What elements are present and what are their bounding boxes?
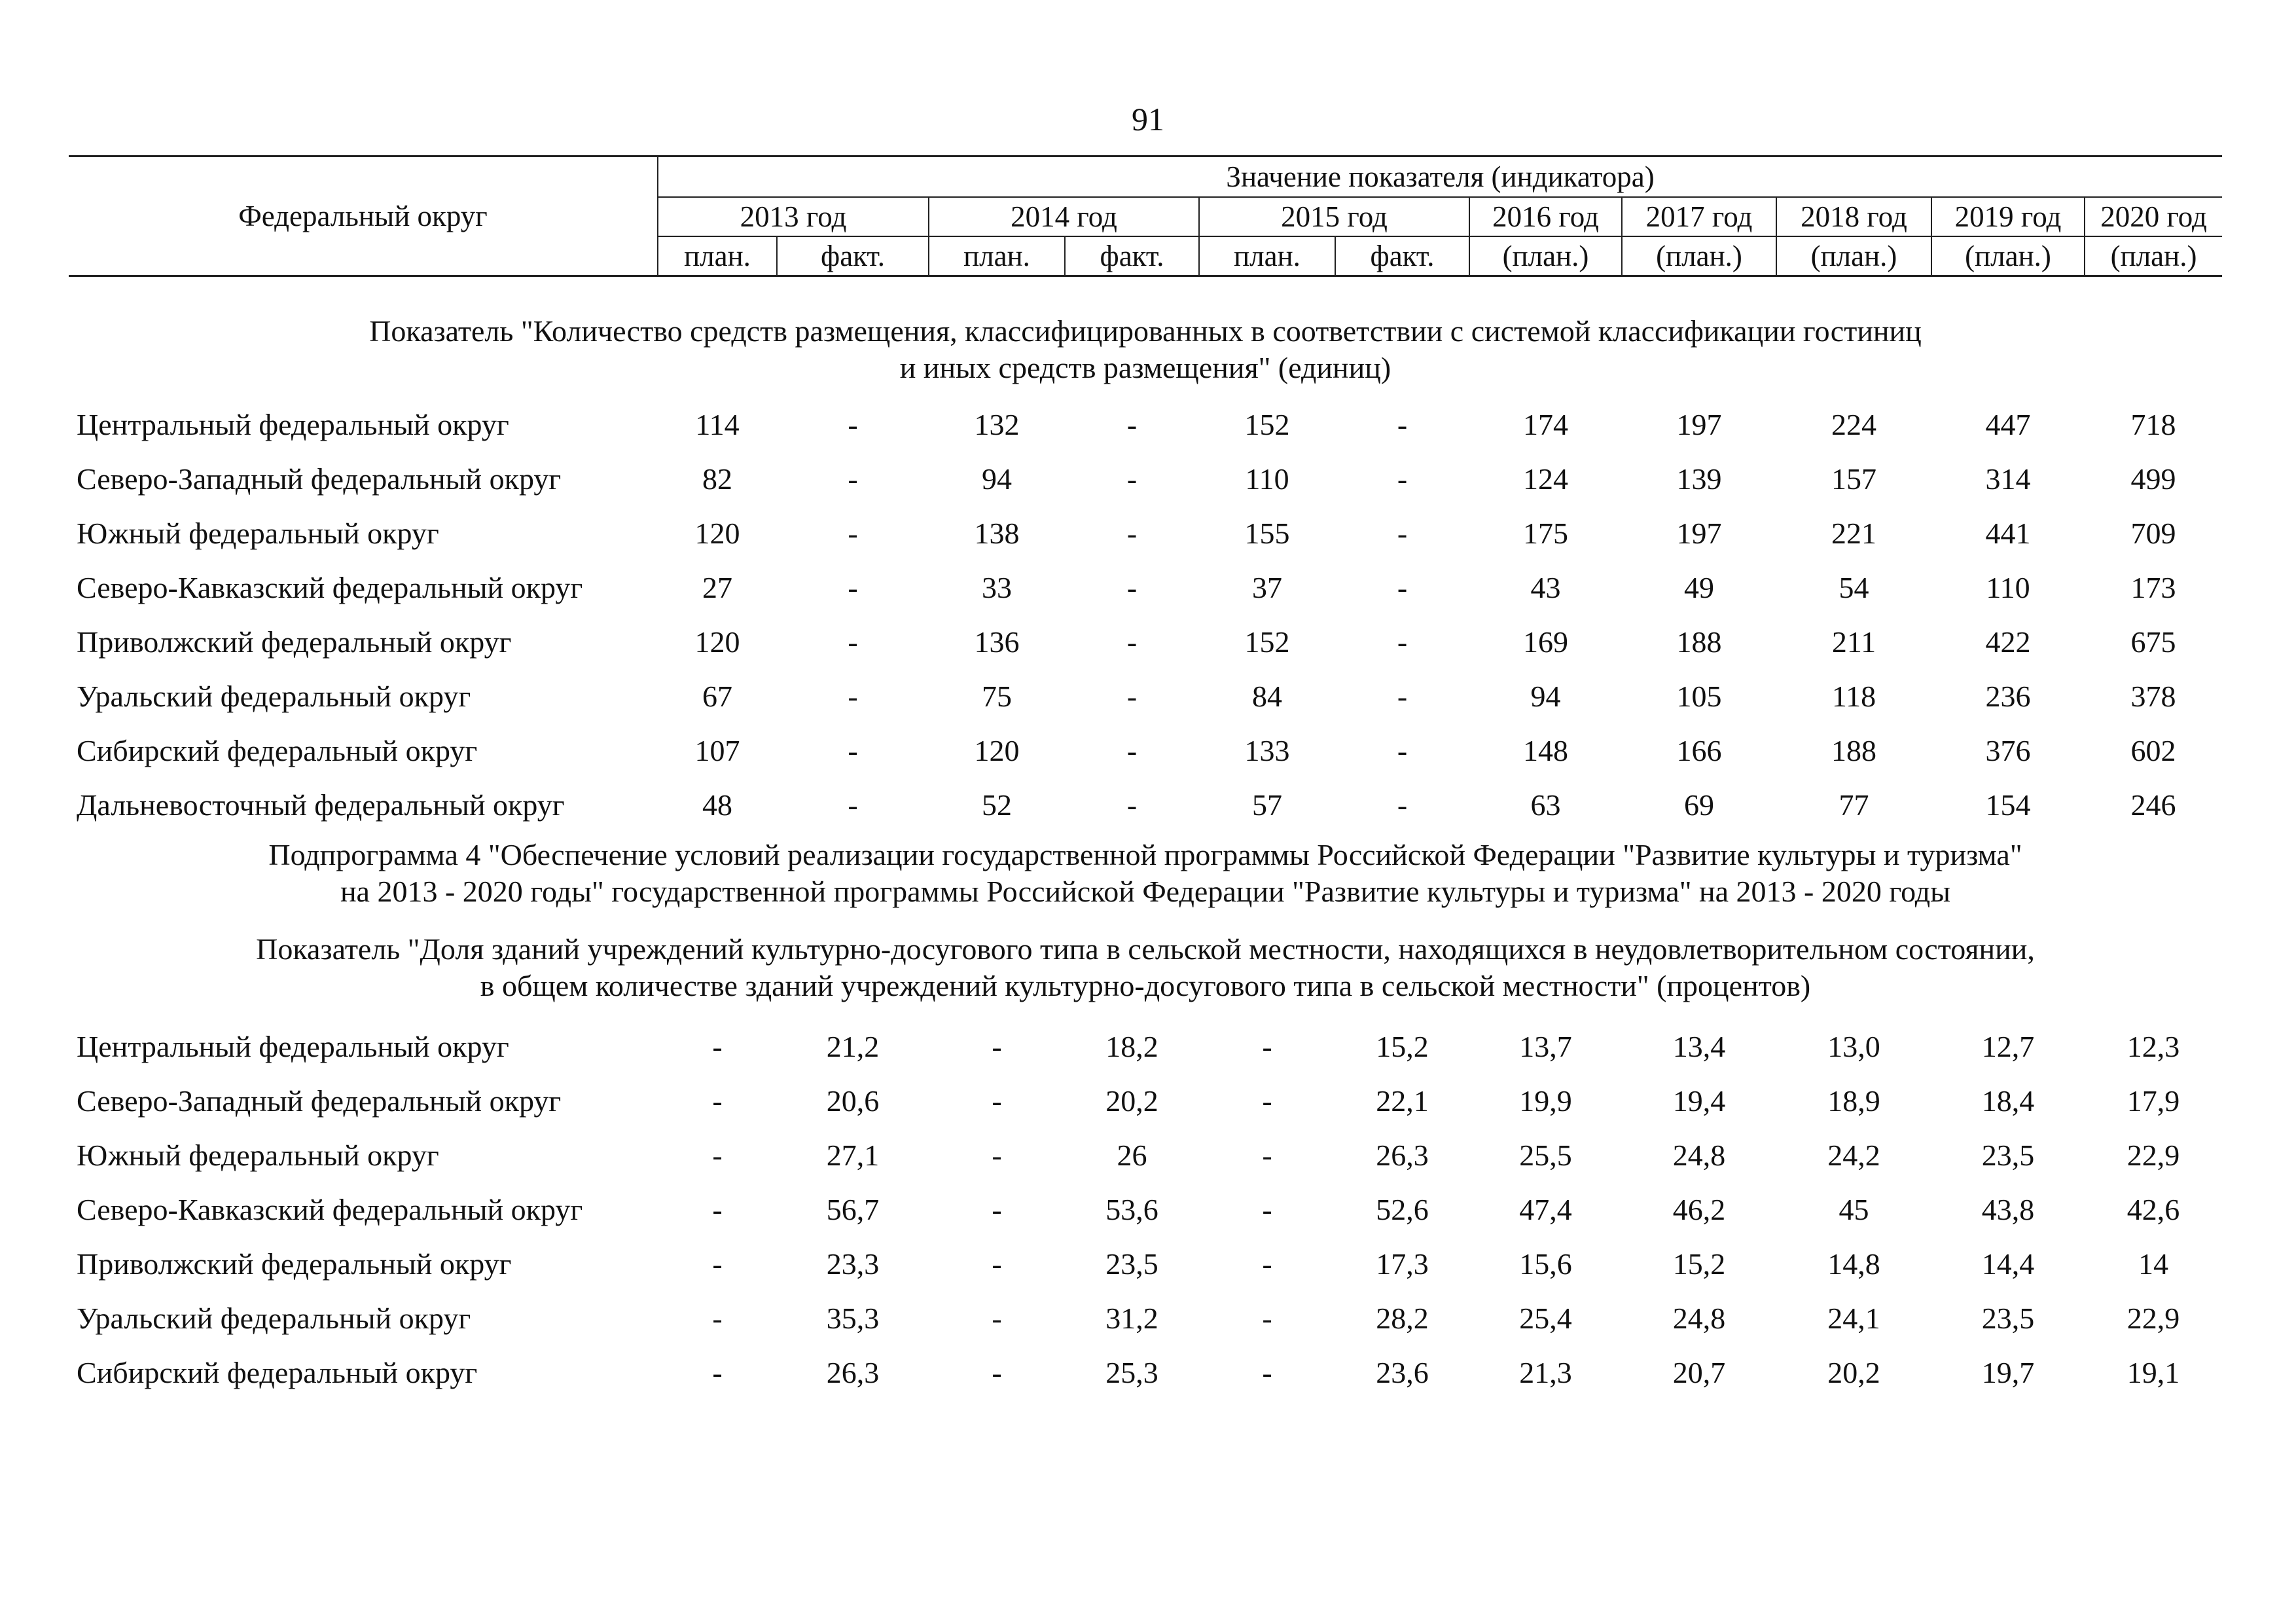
- region-name: Уральский федеральный округ: [77, 680, 471, 713]
- region-name: Центральный федеральный округ: [77, 408, 509, 441]
- value-cell: 67: [702, 680, 732, 713]
- value-cell: 54: [1839, 571, 1869, 604]
- value-cell: -: [1397, 517, 1408, 550]
- value-cell: -: [992, 1193, 1002, 1226]
- value-cell: -: [1262, 1356, 1272, 1389]
- value-cell: 56,7: [826, 1193, 880, 1226]
- value-cell: 24,1: [1827, 1302, 1880, 1335]
- value-cell: 246: [2130, 788, 2176, 822]
- value-cell: -: [848, 408, 858, 441]
- value-cell: 236: [1985, 680, 2031, 713]
- value-cell: -: [1262, 1030, 1272, 1063]
- value-cell: 17,9: [2126, 1084, 2180, 1118]
- indicator1-caption-line1: Показатель "Количество средств размещения, классифицированных в соответствии с системой классификации гостиниц: [369, 314, 1922, 348]
- value-cell: -: [1262, 1139, 1272, 1172]
- value-cell: 120: [694, 625, 740, 659]
- indicator2-table: [69, 1019, 2222, 1400]
- value-cell: 12,7: [1981, 1030, 2035, 1063]
- value-cell: 221: [1831, 517, 1876, 550]
- value-cell: 155: [1244, 517, 1290, 550]
- value-cell: 120: [974, 734, 1020, 767]
- table-row: [69, 560, 2222, 615]
- value-cell: 20,2: [1105, 1084, 1158, 1118]
- value-cell: 27,1: [826, 1139, 880, 1172]
- value-cell: 188: [1831, 734, 1876, 767]
- table-row: [69, 1345, 2222, 1400]
- fact-2014-header: факт.: [1065, 236, 1199, 276]
- table-row: [69, 669, 2222, 723]
- value-cell: -: [1262, 1084, 1272, 1118]
- value-cell: -: [1262, 1193, 1272, 1226]
- value-cell: 152: [1244, 408, 1290, 441]
- indicator2-caption: [69, 931, 2222, 1004]
- subprogram4-caption-line1: Подпрограмма 4 "Обеспечение условий реализации государственной программы Российской Федерации "Развитие культуры и туризма": [268, 838, 2022, 871]
- value-cell: -: [1397, 408, 1408, 441]
- value-cell: 175: [1523, 517, 1568, 550]
- value-cell: 139: [1676, 462, 1722, 496]
- table-row: [69, 1128, 2222, 1182]
- value-cell: -: [1397, 788, 1408, 822]
- value-cell: -: [1126, 734, 1138, 767]
- value-cell: 23,5: [1981, 1302, 2035, 1335]
- value-cell: 378: [2130, 680, 2176, 713]
- value-cell: 84: [1252, 680, 1282, 713]
- value-cell: 422: [1985, 625, 2031, 659]
- value-cell: 13,0: [1827, 1030, 1880, 1063]
- value-cell: -: [1397, 625, 1408, 659]
- value-cell: -: [992, 1030, 1002, 1063]
- value-cell: -: [1397, 734, 1408, 767]
- value-cell: 314: [1985, 462, 2031, 496]
- value-cell: 133: [1244, 734, 1290, 767]
- value-cell: 45: [1839, 1193, 1869, 1226]
- table-row: [69, 1182, 2222, 1237]
- value-cell: -: [712, 1084, 723, 1118]
- value-cell: 188: [1676, 625, 1722, 659]
- year-2020-header: 2020 год: [2085, 197, 2222, 236]
- value-cell: 43,8: [1981, 1193, 2035, 1226]
- value-cell: 35,3: [826, 1302, 880, 1335]
- value-cell: 24,8: [1672, 1139, 1726, 1172]
- value-cell: -: [848, 571, 858, 604]
- subprogram4-caption-line2: на 2013 - 2020 годы" государственной программы Российской Федерации "Развитие культуры и туризма" на 2013 - 2020 годы: [340, 875, 1951, 908]
- value-cell: 26,3: [1376, 1139, 1429, 1172]
- value-cell: 602: [2130, 734, 2176, 767]
- value-cell: 28,2: [1376, 1302, 1429, 1335]
- value-cell: 447: [1985, 408, 2031, 441]
- value-cell: -: [1262, 1247, 1272, 1281]
- value-cell: 105: [1676, 680, 1722, 713]
- value-cell: 138: [974, 517, 1020, 550]
- table-row: [69, 1237, 2222, 1291]
- value-cell: 197: [1676, 517, 1722, 550]
- value-cell: -: [1397, 680, 1408, 713]
- value-cell: 13,7: [1519, 1030, 1572, 1063]
- value-cell: 14,8: [1827, 1247, 1880, 1281]
- value-cell: 18,9: [1827, 1084, 1880, 1118]
- value-cell: 718: [2130, 408, 2176, 441]
- value-cell: -: [848, 734, 858, 767]
- indicator2-caption-line1: Показатель "Доля зданий учреждений культурно-досугового типа в сельской местности, находящихся в неудовлетворительном состоянии,: [256, 932, 2035, 966]
- value-cell: 14: [2138, 1247, 2168, 1281]
- region-name: Центральный федеральный округ: [77, 1030, 509, 1063]
- fact-2015-header: факт.: [1335, 236, 1469, 276]
- value-cell: -: [712, 1302, 723, 1335]
- value-cell: -: [992, 1084, 1002, 1118]
- value-cell: -: [1126, 571, 1138, 604]
- indicator1-caption: [69, 313, 2222, 386]
- value-cell: 21,3: [1519, 1356, 1572, 1389]
- value-cell: 173: [2130, 571, 2176, 604]
- page-number: 91: [1132, 101, 1164, 137]
- value-cell: 22,9: [2126, 1302, 2180, 1335]
- value-cell: 25,3: [1105, 1356, 1158, 1389]
- value-cell: 197: [1676, 408, 1722, 441]
- value-cell: 20,6: [826, 1084, 880, 1118]
- year-2015-header: 2015 год: [1199, 197, 1469, 236]
- value-cell: 53,6: [1105, 1193, 1158, 1226]
- value-cell: 13,4: [1672, 1030, 1726, 1063]
- plan-2013-header: план.: [658, 236, 777, 276]
- value-cell: 21,2: [826, 1030, 880, 1063]
- value-cell: 69: [1684, 788, 1714, 822]
- plan-2015-header: план.: [1199, 236, 1335, 276]
- value-cell: -: [848, 517, 858, 550]
- value-cell: -: [1126, 408, 1138, 441]
- value-cell: -: [1126, 625, 1138, 659]
- value-cell: 376: [1985, 734, 2031, 767]
- value-cell: 118: [1831, 680, 1876, 713]
- year-2016-header: 2016 год: [1469, 197, 1622, 236]
- value-cell: 75: [982, 680, 1012, 713]
- value-cell: 42,6: [2126, 1193, 2180, 1226]
- value-cell: 63: [1530, 788, 1561, 822]
- table-row: [69, 1291, 2222, 1345]
- region-name: Приволжский федеральный округ: [77, 1247, 512, 1281]
- value-cell: -: [1397, 462, 1408, 496]
- value-cell: 15,2: [1672, 1247, 1726, 1281]
- table-row: [69, 452, 2222, 506]
- value-cell: -: [848, 788, 858, 822]
- value-cell: 18,4: [1981, 1084, 2035, 1118]
- region-name: Южный федеральный округ: [77, 517, 439, 550]
- table-row: [69, 506, 2222, 560]
- value-cell: 14,4: [1981, 1247, 2035, 1281]
- value-cell: 23,5: [1981, 1139, 2035, 1172]
- plan-2018-header: (план.): [1776, 236, 1931, 276]
- value-cell: 17,3: [1376, 1247, 1429, 1281]
- region-name: Дальневосточный федеральный округ: [77, 788, 565, 822]
- value-cell: -: [712, 1356, 723, 1389]
- value-cell: -: [992, 1302, 1002, 1335]
- table-row: [69, 723, 2222, 778]
- region-name: Сибирский федеральный округ: [77, 734, 478, 767]
- value-cell: 43: [1530, 571, 1561, 604]
- value-cell: -: [712, 1139, 723, 1172]
- value-cell: -: [1126, 680, 1138, 713]
- value-cell: 25,4: [1519, 1302, 1572, 1335]
- value-cell: 23,6: [1376, 1356, 1429, 1389]
- plan-2014-header: план.: [929, 236, 1065, 276]
- region-name: Приволжский федеральный округ: [77, 625, 512, 659]
- value-cell: 114: [695, 408, 740, 441]
- value-cell: 47,4: [1519, 1193, 1572, 1226]
- region-name: Северо-Кавказский федеральный округ: [77, 571, 583, 604]
- value-cell: -: [712, 1247, 723, 1281]
- value-cell: 48: [702, 788, 732, 822]
- value-cell: 441: [1985, 517, 2031, 550]
- value-cell: 132: [974, 408, 1020, 441]
- value-cell: 27: [702, 571, 732, 604]
- value-cell: -: [712, 1030, 723, 1063]
- value-cell: 31,2: [1105, 1302, 1158, 1335]
- table-row: [69, 1074, 2222, 1128]
- table-row: [69, 397, 2222, 452]
- value-cell: -: [992, 1139, 1002, 1172]
- value-cell: 110: [1245, 462, 1289, 496]
- table-row: [69, 615, 2222, 669]
- value-cell: 33: [982, 571, 1012, 604]
- value-cell: -: [1126, 517, 1138, 550]
- value-cell: 26,3: [826, 1356, 880, 1389]
- value-cell: 12,3: [2126, 1030, 2180, 1063]
- plan-2020-header: (план.): [2085, 236, 2222, 276]
- value-cell: 174: [1523, 408, 1568, 441]
- value-cell: 148: [1523, 734, 1568, 767]
- value-cell: 94: [1530, 680, 1561, 713]
- year-2014-header: 2014 год: [929, 197, 1199, 236]
- plan-2019-header: (план.): [1931, 236, 2085, 276]
- value-cell: 52: [982, 788, 1012, 822]
- value-cell: 20,2: [1827, 1356, 1880, 1389]
- value-cell: 77: [1839, 788, 1869, 822]
- value-cell: 166: [1676, 734, 1722, 767]
- table-row: [69, 1019, 2222, 1074]
- value-cell: 20,7: [1672, 1356, 1726, 1389]
- value-cell: 25,5: [1519, 1139, 1572, 1172]
- value-cell: 499: [2130, 462, 2176, 496]
- year-2017-header: 2017 год: [1622, 197, 1776, 236]
- indicator1-caption-line2: и иных средств размещения" (единиц): [899, 351, 1391, 384]
- indicator-value-header: Значение показателя (индикатора): [658, 156, 2222, 198]
- year-2019-header: 2019 год: [1931, 197, 2085, 236]
- value-cell: -: [848, 462, 858, 496]
- value-cell: 136: [974, 625, 1020, 659]
- value-cell: 120: [694, 517, 740, 550]
- indicator2-caption-line2: в общем количестве зданий учреждений культурно-досугового типа в сельской местности" (процентов): [480, 969, 1811, 1002]
- subprogram4-caption: [69, 837, 2222, 910]
- table-row: [69, 778, 2222, 832]
- value-cell: 124: [1523, 462, 1568, 496]
- value-cell: 19,4: [1672, 1084, 1726, 1118]
- value-cell: 18,2: [1105, 1030, 1158, 1063]
- value-cell: 154: [1985, 788, 2031, 822]
- region-name: Сибирский федеральный округ: [77, 1356, 478, 1389]
- region-name: Южный федеральный округ: [77, 1139, 439, 1172]
- fact-2013-header: факт.: [777, 236, 929, 276]
- value-cell: 19,1: [2126, 1356, 2180, 1389]
- value-cell: -: [1126, 462, 1138, 496]
- value-cell: 19,7: [1981, 1356, 2035, 1389]
- value-cell: 22,1: [1376, 1084, 1429, 1118]
- value-cell: 107: [694, 734, 740, 767]
- value-cell: 37: [1252, 571, 1282, 604]
- value-cell: -: [1262, 1302, 1272, 1335]
- value-cell: 211: [1831, 625, 1876, 659]
- value-cell: 157: [1831, 462, 1876, 496]
- value-cell: 110: [1986, 571, 2030, 604]
- value-cell: -: [992, 1247, 1002, 1281]
- value-cell: 24,2: [1827, 1139, 1880, 1172]
- region-column-header: Федеральный округ: [69, 156, 658, 276]
- value-cell: 49: [1684, 571, 1714, 604]
- value-cell: 224: [1831, 408, 1876, 441]
- value-cell: 82: [702, 462, 732, 496]
- value-cell: -: [848, 680, 858, 713]
- value-cell: -: [1397, 571, 1408, 604]
- value-cell: 22,9: [2126, 1139, 2180, 1172]
- value-cell: 23,3: [826, 1247, 880, 1281]
- value-cell: 675: [2130, 625, 2176, 659]
- year-2018-header: 2018 год: [1776, 197, 1931, 236]
- region-name: Северо-Западный федеральный округ: [77, 1084, 562, 1118]
- value-cell: -: [1126, 788, 1138, 822]
- value-cell: 15,2: [1376, 1030, 1429, 1063]
- region-name: Уральский федеральный округ: [77, 1302, 471, 1335]
- indicator1-table: [69, 397, 2222, 832]
- value-cell: 709: [2130, 517, 2176, 550]
- value-cell: 52,6: [1376, 1193, 1429, 1226]
- plan-2017-header: (план.): [1622, 236, 1776, 276]
- value-cell: -: [992, 1356, 1002, 1389]
- value-cell: 15,6: [1519, 1247, 1572, 1281]
- value-cell: 19,9: [1519, 1084, 1572, 1118]
- value-cell: 94: [982, 462, 1012, 496]
- value-cell: -: [848, 625, 858, 659]
- table-header: [69, 155, 2222, 277]
- value-cell: 57: [1252, 788, 1282, 822]
- value-cell: 46,2: [1672, 1193, 1726, 1226]
- region-name: Северо-Кавказский федеральный округ: [77, 1193, 583, 1226]
- value-cell: 169: [1523, 625, 1568, 659]
- region-name: Северо-Западный федеральный округ: [77, 462, 562, 496]
- value-cell: 26: [1117, 1139, 1147, 1172]
- year-2013-header: 2013 год: [658, 197, 929, 236]
- value-cell: 152: [1244, 625, 1290, 659]
- plan-2016-header: (план.): [1469, 236, 1622, 276]
- value-cell: 24,8: [1672, 1302, 1726, 1335]
- value-cell: 23,5: [1105, 1247, 1158, 1281]
- value-cell: -: [712, 1193, 723, 1226]
